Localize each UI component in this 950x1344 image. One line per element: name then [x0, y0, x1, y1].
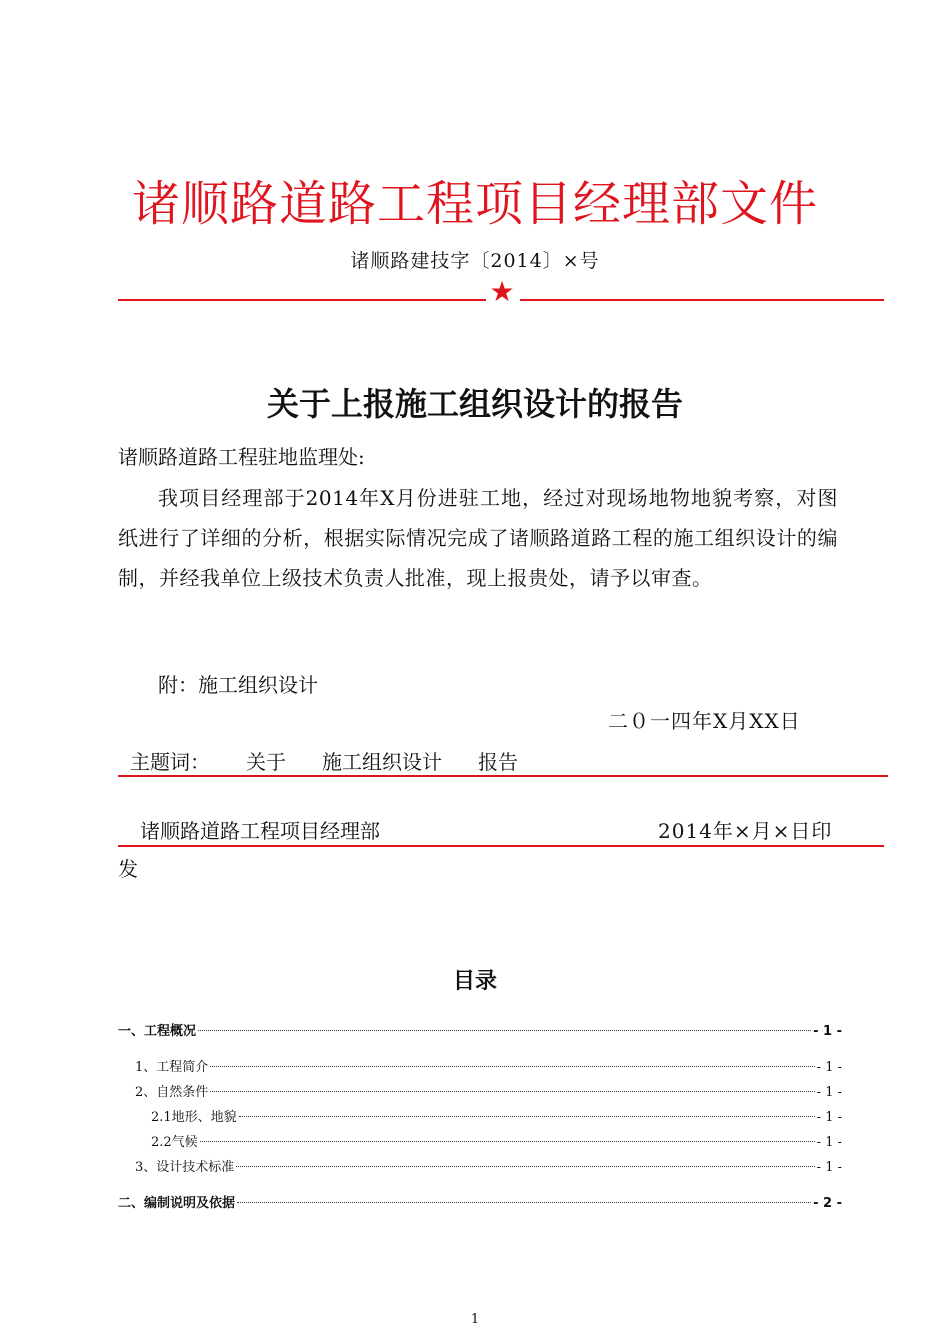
toc-entry-label: 一、工程概况: [118, 1024, 197, 1039]
keywords-line: [130, 747, 554, 777]
toc-entry-page: - 1 -: [816, 1135, 842, 1150]
toc-entry[interactable]: [118, 1056, 842, 1076]
toc-leader: [210, 1077, 814, 1092]
issuer-name: 诸顺路道路工程项目经理部: [140, 819, 380, 843]
toc-entry-label: 二、编制说明及依据: [118, 1196, 236, 1211]
toc-leader: [198, 1016, 811, 1031]
toc-entry[interactable]: [118, 1106, 842, 1126]
toc-leader: [210, 1052, 814, 1067]
toc-entry[interactable]: [118, 1156, 842, 1176]
toc-entry-page: - 1 -: [816, 1085, 842, 1100]
report-body: 我项目经理部于2014年X月份进驻工地，经过对现场地物地貌考察，对图纸进行了详细的分析，根据实际情况完成了诸顺路道路工程的施工组织设计的编制，并经我单位上级技术负责人批准，现上报贵处，请予以审查。: [118, 486, 838, 590]
star-icon: ★: [489, 275, 515, 308]
red-rule-issuance: [118, 845, 884, 847]
toc-entry-page: - 1 -: [816, 1160, 842, 1175]
keyword-item: 报告: [478, 750, 518, 774]
toc-entry[interactable]: [118, 1081, 842, 1101]
toc-entry-page: - 1 -: [816, 1060, 842, 1075]
page-number: 1: [470, 1312, 480, 1327]
toc-entry-label: 2、自然条件: [135, 1085, 209, 1100]
attachment-line: 附：施工组织设计: [158, 673, 318, 697]
keyword-item: 关于: [246, 750, 286, 774]
toc-entry-label: 2.1地形、地貌: [151, 1110, 237, 1125]
toc-leader: [200, 1127, 815, 1142]
keywords-label: 主题词：: [130, 750, 210, 774]
toc-entry-page: - 1 -: [813, 1024, 842, 1039]
addressee: 诸顺路道路工程驻地监理处:: [118, 445, 365, 469]
toc-entry[interactable]: [118, 1131, 842, 1151]
toc-entry-page: - 1 -: [816, 1110, 842, 1125]
toc-title: 目录: [452, 969, 497, 994]
issue-date-tail: 发: [118, 857, 138, 881]
toc-leader: [237, 1188, 811, 1203]
red-rule-left: [118, 299, 486, 301]
keyword-item: 施工组织设计: [322, 750, 442, 774]
toc-entry-label: 1、工程简介: [135, 1060, 209, 1075]
report-date: 二０一四年X月XX日: [608, 709, 801, 733]
red-rule-right: [520, 299, 884, 301]
issue-date: 2014年×月×日印: [658, 819, 833, 843]
red-rule-keywords: [118, 775, 888, 777]
toc-entry[interactable]: [118, 1020, 842, 1040]
toc-entry-page: - 2 -: [813, 1196, 842, 1211]
report-title: 关于上报施工组织设计的报告: [266, 385, 683, 423]
toc-entry-label: 3、设计技术标准: [135, 1160, 235, 1175]
toc-leader: [239, 1102, 815, 1117]
document-number: 诸顺路建技字〔2014〕×号: [350, 250, 600, 272]
toc-entry-label: 2.2气候: [151, 1135, 198, 1150]
toc-entry[interactable]: [118, 1192, 842, 1212]
toc-leader: [236, 1152, 814, 1167]
org-title: 诸顺路道路工程项目经理部文件: [131, 176, 818, 232]
